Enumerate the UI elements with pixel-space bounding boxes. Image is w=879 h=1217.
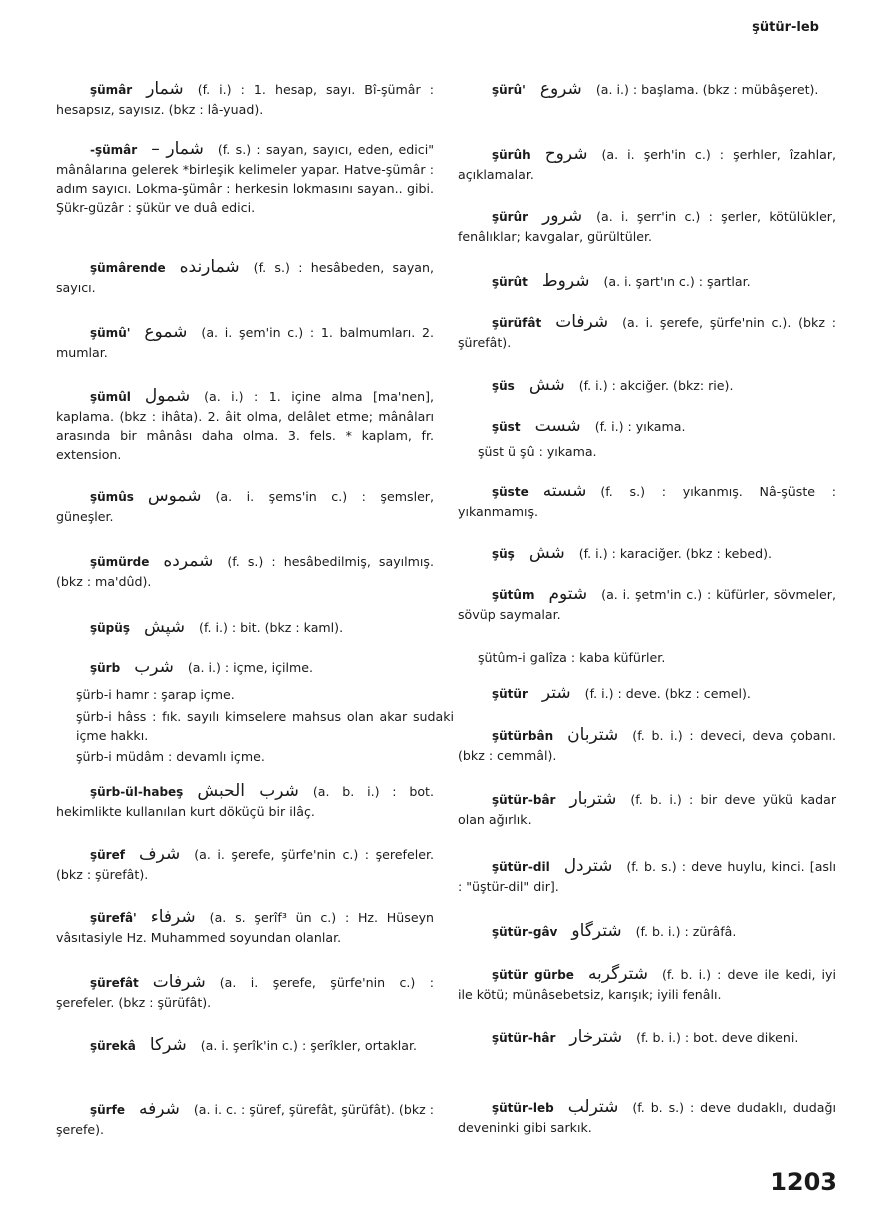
dictionary-entry — [458, 857, 836, 896]
arabic-script: شروع — [539, 79, 582, 99]
definition: (a. s. şerîf³ ün c.) : Hz. Hüseyn vâsıtasiyle Hz. Muhammed soyundan olanlar. — [56, 910, 434, 945]
definition: (f. b. i.) : bot. deve dikeni. — [636, 1030, 799, 1045]
arabic-script: شروح — [544, 144, 588, 164]
definition: (a. i. şerefe, şürfe'nin c.) : şerefeler. (bkz : şürüfât). — [56, 975, 434, 1010]
definition: (a. i. şerr'in c.) : şerler, kötülükler, fenâlıklar; kavgalar, gürültüler. — [458, 209, 836, 244]
arabic-script: شرفات — [555, 312, 609, 332]
dictionary-entry — [458, 790, 836, 829]
headword: şüst — [492, 420, 521, 434]
arabic-script: شرور — [542, 206, 583, 226]
definition: (f. i.) : karaciğer. (bkz : kebed). — [578, 546, 773, 561]
dictionary-entry — [56, 80, 434, 119]
arabic-script: شمارنده — [179, 257, 240, 277]
dictionary-entry — [56, 387, 434, 464]
definition: (a. i.) : içme, içilme. — [187, 660, 314, 675]
definition: (f. i.) : bit. (bkz : kaml). — [199, 620, 344, 635]
dictionary-entry — [458, 80, 836, 100]
headword: şürût — [492, 275, 528, 289]
dictionary-entry — [56, 140, 434, 217]
arabic-script: شپش — [143, 617, 186, 637]
arabic-script: شروط — [541, 271, 590, 291]
definition: (a. i. şems'in c.) : şemsler, güneşler. — [56, 489, 434, 524]
definition: (f. i.) : 1. hesap, sayı. Bî-şümâr : hesapsız, sayısız. (bkz : lâ-yuad). — [56, 82, 434, 117]
dictionary-entry — [56, 552, 434, 591]
headword: -şümâr — [90, 143, 138, 157]
dictionary-entry — [458, 965, 836, 1004]
headword: şütûm — [492, 588, 535, 602]
dictionary-entry — [56, 618, 434, 638]
dictionary-entry — [458, 145, 836, 184]
arabic-script: شمرده — [163, 551, 214, 571]
page-number: 1203 — [770, 1168, 837, 1196]
headword: şütür — [492, 687, 528, 701]
definition: (f. i.) : deve. (bkz : cemel). — [584, 686, 751, 701]
dictionary-entry — [56, 1036, 434, 1056]
headword: şüs — [492, 379, 515, 393]
dictionary-entry — [56, 323, 434, 362]
dictionary-entry — [56, 258, 434, 297]
subentry — [458, 648, 856, 667]
definition: (a. i. şerefe, şürfe'nin c.) : şerefeler. (bkz : şürefât). — [56, 847, 434, 882]
arabic-script: شموس — [147, 486, 202, 506]
arabic-script: شرف — [138, 844, 181, 864]
subentry — [56, 747, 454, 766]
arabic-script: شمار – — [151, 139, 204, 159]
headword: şürb — [90, 661, 121, 675]
headword: şürûr — [492, 210, 529, 224]
headword: şütür-leb — [492, 1101, 554, 1115]
arabic-script: شرب — [134, 657, 174, 677]
dictionary-entry — [56, 973, 434, 1012]
definition: (f. b. s.) : deve huylu, kinci. [aslı : "üştür-dil" dir]. — [458, 859, 836, 894]
definition: (f. b. s.) : deve dudaklı, dudağı deveninki gibi sarkık. — [458, 1100, 836, 1135]
dictionary-entry — [458, 313, 836, 352]
dictionary-entry — [56, 487, 434, 526]
left-column — [56, 79, 454, 1160]
definition: (a. i. şerîk'in c.) : şerîkler, ortaklar. — [200, 1038, 417, 1053]
arabic-script: شركا — [149, 1035, 187, 1055]
arabic-script: شتردل — [563, 856, 613, 876]
dictionary-entry — [458, 544, 836, 564]
definition: (f. s.) : yıkanmış. Nâ-şüste : yıkanmamış. — [458, 484, 836, 519]
dictionary-entry — [56, 908, 434, 947]
dictionary-entry — [56, 1100, 434, 1139]
arabic-script: شرفات — [152, 972, 206, 992]
dictionary-entry — [458, 1028, 836, 1048]
headword: şüref — [90, 848, 125, 862]
definition: (a. i. c. : şüref, şürefât, şürüfât). (bkz : şerefe). — [56, 1102, 434, 1137]
dictionary-entry — [458, 376, 836, 396]
subentry — [458, 442, 856, 461]
definition: (f. b. i.) : bir deve yükü kadar olan ağırlık. — [458, 792, 836, 827]
dictionary-entry — [458, 726, 836, 765]
arabic-script: شترگربه — [587, 964, 649, 984]
headword: şümûs — [90, 490, 134, 504]
definition: (a. i. şerh'in c.) : şerhler, îzahlar, açıklamalar. — [458, 147, 836, 182]
dictionary-entry — [458, 1098, 836, 1137]
definition: (a. b. i.) : bot. hekimlikte kullanılan kurt döküçü bir ilâç. — [56, 784, 434, 819]
definition: (f. s.) : hesâbedilmiş, sayılmış. (bkz : ma'dûd). — [56, 554, 434, 589]
definition: (f. b. i.) : zürâfâ. — [635, 924, 737, 939]
headword: şüpüş — [90, 621, 130, 635]
headword: şürûh — [492, 148, 531, 162]
headword: şütür-bâr — [492, 793, 556, 807]
headword: şürefât — [90, 976, 139, 990]
arabic-script: شسته — [542, 481, 587, 501]
definition: (f. b. i.) : deve ile kedi, iyi ile kötü; münâsebetsiz, karışık; iyili fenâlı. — [458, 967, 836, 1002]
headword: şütür gürbe — [492, 968, 574, 982]
subentry-text: şüst ü şû : yıkama. — [478, 444, 597, 459]
headword: şümârende — [90, 261, 166, 275]
headword: şüste — [492, 485, 529, 499]
dictionary-entry — [458, 417, 836, 437]
definition: (a. i. şem'in c.) : 1. balmumları. 2. mumlar. — [56, 325, 434, 360]
arabic-script: شمار — [146, 79, 184, 99]
headword: şümû' — [90, 326, 131, 340]
dictionary-entry — [458, 482, 836, 521]
headword: şümürde — [90, 555, 150, 569]
dictionary-entry — [458, 922, 836, 942]
definition: (f. i.) : yıkama. — [594, 419, 686, 434]
right-column — [458, 80, 836, 1160]
arabic-script: شموع — [144, 322, 188, 342]
arabic-script: شمول — [144, 386, 191, 406]
dictionary-entry — [458, 207, 836, 246]
dictionary-entry — [56, 845, 434, 884]
arabic-script: شترخار — [569, 1027, 623, 1047]
subentry-text: şürb-i hamr : şarap içme. — [76, 687, 235, 702]
headword: şürüfât — [492, 316, 542, 330]
headword: şümûl — [90, 390, 131, 404]
definition: (f. b. i.) : deveci, deva çobanı. (bkz : cemmâl). — [458, 728, 836, 763]
arabic-script: شتر — [541, 683, 571, 703]
dictionary-entry — [458, 585, 836, 624]
headword: şütür-dil — [492, 860, 550, 874]
arabic-script: شست — [534, 416, 581, 436]
arabic-script: شرفاء — [150, 907, 196, 927]
definition: (f. s.) : sayan, sayıcı, eden, edici" mânâlarına gelerek *birleşik kelimeler yapar. Hatve-şümâr : adım sayıcı. Lokma-şümâr : herkesin lokmasını sayan.. gibi. Şükr-güzâr : şükür ve duâ edici. — [56, 142, 434, 215]
definition: (a. i. şart'ın c.) : şartlar. — [603, 274, 751, 289]
definition: (f. s.) : hesâbeden, sayan, sayıcı. — [56, 260, 434, 295]
arabic-script: شش — [528, 543, 565, 563]
arabic-script: شرفه — [138, 1099, 180, 1119]
arabic-script: شتربار — [569, 789, 617, 809]
arabic-script: شتوم — [548, 584, 588, 604]
headword: şürb-ül-habeş — [90, 785, 184, 799]
headword: şürfe — [90, 1103, 125, 1117]
headword: şütür-hâr — [492, 1031, 556, 1045]
definition: (a. i.) : 1. içine alma [ma'nen], kaplama. (bkz : ihâta). 2. âit olma, delâlet etme; mânâları arasında bir mânâsı daha olma. 3. fels. * kaplam, fr. extension. — [56, 389, 434, 462]
subentry-text: şürb-i müdâm : devamlı içme. — [76, 749, 265, 764]
dictionary-entry — [56, 658, 434, 678]
arabic-script: شترگاو — [571, 921, 622, 941]
dictionary-entry — [458, 684, 836, 704]
headword: şütürbân — [492, 729, 554, 743]
headword: şürekâ — [90, 1039, 136, 1053]
headword: şürû' — [492, 83, 526, 97]
definition: (a. i. şetm'in c.) : küfürler, sövmeler, sövüp saymalar. — [458, 587, 836, 622]
headword: şüş — [492, 547, 515, 561]
definition: (a. i. şerefe, şürfe'nin c.). (bkz : şürefât). — [458, 315, 836, 350]
subentry-text: şütûm-i galîza : kaba küfürler. — [478, 650, 666, 665]
definition: (f. i.) : akciğer. (bkz: rie). — [578, 378, 734, 393]
headword: şürefâ' — [90, 911, 137, 925]
subentry — [56, 685, 454, 704]
dictionary-entry — [458, 272, 836, 292]
arabic-script: شتربان — [567, 725, 619, 745]
subentry — [56, 707, 454, 745]
headword: şütür-gâv — [492, 925, 558, 939]
dictionary-entry — [56, 782, 434, 821]
arabic-script: شرب الحبش — [197, 781, 299, 801]
subentry-text: şürb-i hâss : fık. sayılı kimselere mahsus olan akar sudaki içme hakkı. — [76, 709, 454, 743]
arabic-script: شش — [528, 375, 565, 395]
arabic-script: شترلب — [567, 1097, 619, 1117]
headword: şümâr — [90, 83, 133, 97]
definition: (a. i.) : başlama. (bkz : mübâşeret). — [595, 82, 819, 97]
running-head: şütür-leb — [752, 20, 819, 35]
